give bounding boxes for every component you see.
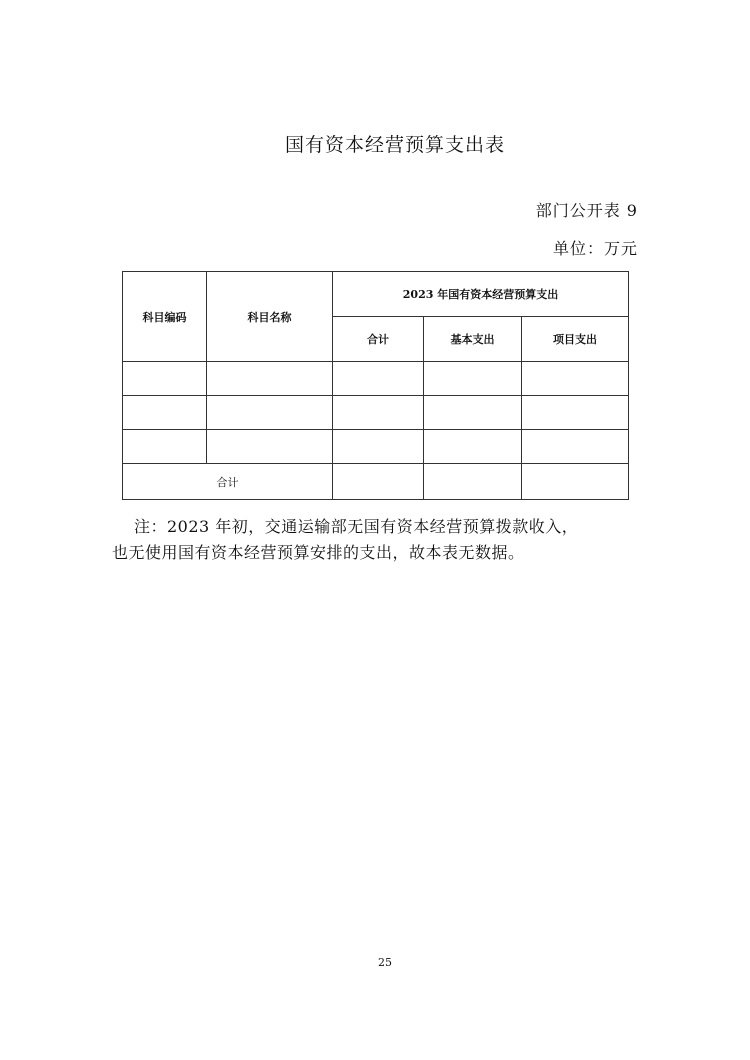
page-number: 25	[378, 956, 392, 969]
table-cell	[207, 430, 333, 464]
table-cell	[522, 464, 629, 500]
note-line-1: 注：2023 年初，交通运输部无国有资本经营预算拨款收入，	[134, 517, 579, 536]
table-cell	[333, 396, 424, 430]
header-expenditure-group: 2023 年国有资本经营预算支出	[333, 272, 629, 317]
table-cell	[424, 396, 522, 430]
table-total-row	[123, 464, 629, 500]
table-cell	[522, 362, 629, 396]
table-cell	[333, 464, 424, 500]
table-row	[123, 362, 629, 396]
note-line-2: 也无使用国有资本经营预算安排的支出，故本表无数据。	[112, 543, 525, 562]
table-cell	[522, 430, 629, 464]
table-cell	[123, 396, 207, 430]
table-cell	[333, 430, 424, 464]
header-subject-code: 科目编码	[123, 272, 207, 362]
page-title: 国有资本经营预算支出表	[284, 134, 505, 156]
table-cell	[424, 362, 522, 396]
table-row	[123, 396, 629, 430]
header-project-expenditure: 项目支出	[522, 317, 629, 362]
table-cell	[333, 362, 424, 396]
table-row	[123, 430, 629, 464]
table-note	[112, 514, 642, 566]
table-cell	[123, 362, 207, 396]
table-cell	[424, 464, 522, 500]
table-cell	[207, 362, 333, 396]
table-header-row	[123, 272, 629, 317]
table-cell	[207, 396, 333, 430]
header-total: 合计	[333, 317, 424, 362]
total-row-label: 合计	[123, 464, 333, 500]
unit-label: 单位：万元	[552, 239, 638, 258]
header-subject-name: 科目名称	[207, 272, 333, 362]
table-cell	[123, 430, 207, 464]
document-id: 部门公开表 9	[535, 201, 638, 220]
budget-table	[122, 271, 629, 500]
table-cell	[424, 430, 522, 464]
header-basic-expenditure: 基本支出	[424, 317, 522, 362]
table-cell	[522, 396, 629, 430]
